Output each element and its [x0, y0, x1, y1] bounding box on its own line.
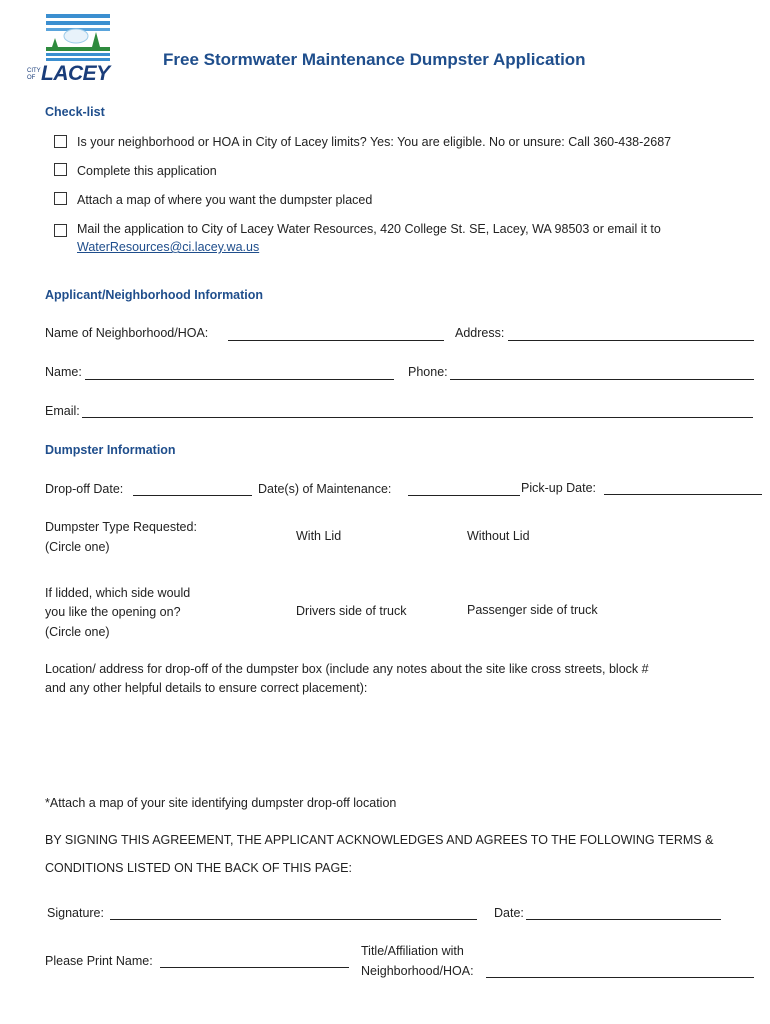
- agreement-text-2: CONDITIONS LISTED ON THE BACK OF THIS PAGE:: [45, 861, 352, 875]
- checklist-item-eligibility: Is your neighborhood or HOA in City of Lacey limits? Yes: You are eligible. No or unsure: Call 360-438-2687: [77, 135, 672, 149]
- city-of-lacey-logo: [46, 14, 110, 66]
- option-with-lid[interactable]: With Lid: [296, 529, 342, 543]
- phone-label: Phone:: [408, 365, 448, 379]
- checkbox-mail-application[interactable]: [54, 224, 67, 237]
- dumpster-heading: Dumpster Information: [45, 443, 176, 457]
- dumpster-type-label: Dumpster Type Requested:: [45, 520, 197, 534]
- dropoff-date-label: Drop-off Date:: [45, 482, 124, 496]
- email-label: Email:: [45, 404, 80, 418]
- checklist-heading: Check-list: [45, 105, 105, 119]
- neighborhood-field[interactable]: [228, 327, 444, 341]
- address-field[interactable]: [508, 327, 754, 341]
- agreement-text: BY SIGNING THIS AGREEMENT, THE APPLICANT ACKNOWLEDGES AND AGREES TO THE FOLLOWING TERMS &: [45, 833, 714, 847]
- opening-side-hint: (Circle one): [45, 625, 110, 639]
- address-label: Address:: [455, 326, 505, 340]
- signature-date-label: Date:: [494, 906, 524, 920]
- title-affiliation-label: Title/Affiliation with: [361, 944, 464, 958]
- checkbox-eligibility[interactable]: [54, 135, 67, 148]
- option-drivers-side[interactable]: Drivers side of truck: [296, 604, 407, 618]
- option-passenger-side[interactable]: Passenger side of truck: [467, 603, 598, 617]
- maintenance-dates-field[interactable]: [408, 482, 520, 496]
- checklist-item-complete-application: Complete this application: [77, 164, 217, 178]
- option-without-lid[interactable]: Without Lid: [467, 529, 530, 543]
- attach-map-note: *Attach a map of your site identifying dumpster drop-off location: [45, 796, 397, 810]
- signature-label: Signature:: [47, 906, 104, 920]
- checklist-item-attach-map: Attach a map of where you want the dumpster placed: [77, 193, 373, 207]
- title-affiliation-label-2: Neighborhood/HOA:: [361, 964, 474, 978]
- email-field[interactable]: [82, 404, 753, 418]
- logo-wordmark: LACEY: [41, 62, 110, 85]
- applicant-heading: Applicant/Neighborhood Information: [45, 288, 264, 302]
- opening-side-label-2: you like the opening on?: [45, 605, 181, 619]
- dumpster-type-hint: (Circle one): [45, 540, 110, 554]
- email-link[interactable]: WaterResources@ci.lacey.wa.us: [77, 240, 260, 254]
- logo-city-label: CITY OF: [27, 68, 41, 81]
- signature-field[interactable]: [110, 906, 477, 920]
- opening-side-label: If lidded, which side would: [45, 586, 191, 600]
- checkbox-attach-map[interactable]: [54, 192, 67, 205]
- neighborhood-label: Name of Neighborhood/HOA:: [45, 326, 209, 340]
- print-name-label: Please Print Name:: [45, 954, 153, 968]
- pickup-date-field[interactable]: [604, 481, 762, 495]
- name-field[interactable]: [85, 366, 394, 380]
- logo-graphic: [46, 14, 110, 66]
- checklist-item-mail-application: Mail the application to City of Lacey Water Resources, 420 College St. SE, Lacey, WA 98503 or email it to: [77, 222, 661, 236]
- title-affiliation-field[interactable]: [486, 964, 754, 978]
- pickup-date-label: Pick-up Date:: [521, 481, 597, 495]
- location-instructions: Location/ address for drop-off of the dumpster box (include any notes about the site like cross streets, block #: [45, 662, 649, 676]
- phone-field[interactable]: [450, 366, 754, 380]
- name-label: Name:: [45, 365, 82, 379]
- page-title: Free Stormwater Maintenance Dumpster Application: [163, 50, 586, 69]
- location-instructions-2: and any other helpful details to ensure correct placement):: [45, 681, 368, 695]
- maintenance-dates-label: Date(s) of Maintenance:: [258, 482, 392, 496]
- signature-date-field[interactable]: [526, 906, 721, 920]
- print-name-field[interactable]: [160, 954, 349, 968]
- checkbox-complete-application[interactable]: [54, 163, 67, 176]
- dropoff-date-field[interactable]: [133, 482, 252, 496]
